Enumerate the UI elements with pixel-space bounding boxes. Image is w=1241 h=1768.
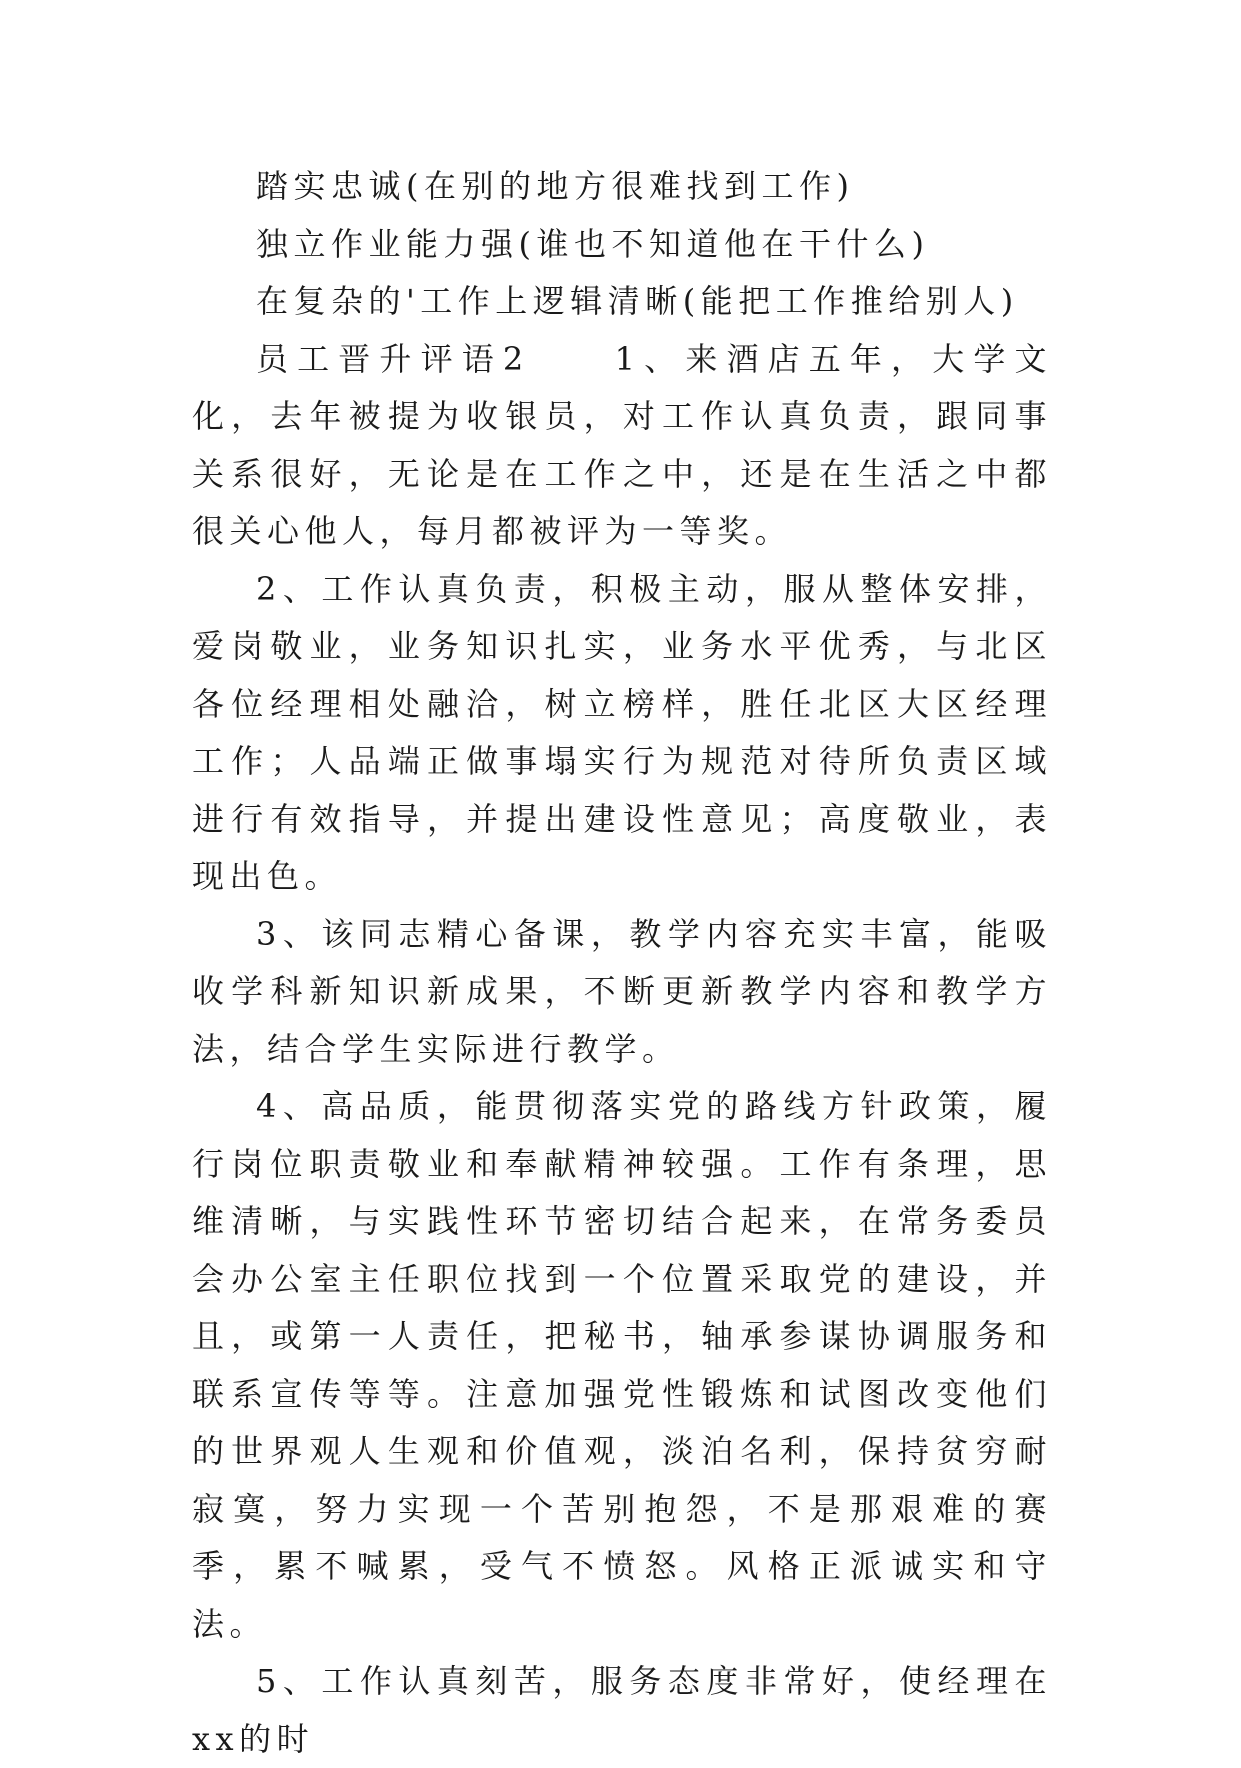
text-line-2: 独立作业能力强(谁也不知道他在干什么)	[256, 224, 930, 263]
text-line-3: 在复杂的'工作上逻辑清晰(能把工作推给别人)	[256, 282, 1019, 320]
text-line-1: 踏实忠诚(在别的地方很难找到工作)	[256, 167, 855, 205]
paragraph-2: 2、工作认真负责，积极主动，服从整体安排，爱岗敬业，业务知识扎实，业务水平优秀，与北区各位经理相处融洽，树立榜样，胜任北区大区经理工作；人品端正做事塌实行为规范对待所负责区域进行有效指导，并提出建设性意见；高度敬业，表现出色。	[192, 569, 1052, 895]
paragraph-3: 3、该同志精心备课，教学内容充实丰富，能吸收学科新知识新成果，不断更新教学内容和教学方法，结合学生实际进行教学。	[192, 914, 1052, 1068]
paragraph-5: 5、工作认真刻苦，服务态度非常好，使经理在xx的时	[192, 1662, 1052, 1758]
paragraph-1: 员工晋升评语2 1、来酒店五年，大学文化，去年被提为收银员，对工作认真负责，跟同事关系很好，无论是在工作之中，还是在生活之中都很关心他人，每月都被评为一等奖。	[192, 339, 1052, 550]
paragraph-4: 4、高品质，能贯彻落实党的路线方针政策，履行岗位职责敬业和奉献精神较强。工作有条理，思维清晰，与实践性环节密切结合起来，在常务委员会办公室主任职位找到一个位置采取党的建设，并且，或第一人责任，把秘书，轴承参谋协调服务和联系宣传等等。注意加强党性锻炼和试图改变他们的世界观人生观和价值观，淡泊名利，保持贫穷耐寂寞，努力实现一个苦别抱怨，不是那艰难的赛季，累不喊累，受气不愤怒。风格正派诚实和守法。	[192, 1087, 1052, 1643]
document-body	[192, 158, 1052, 1768]
